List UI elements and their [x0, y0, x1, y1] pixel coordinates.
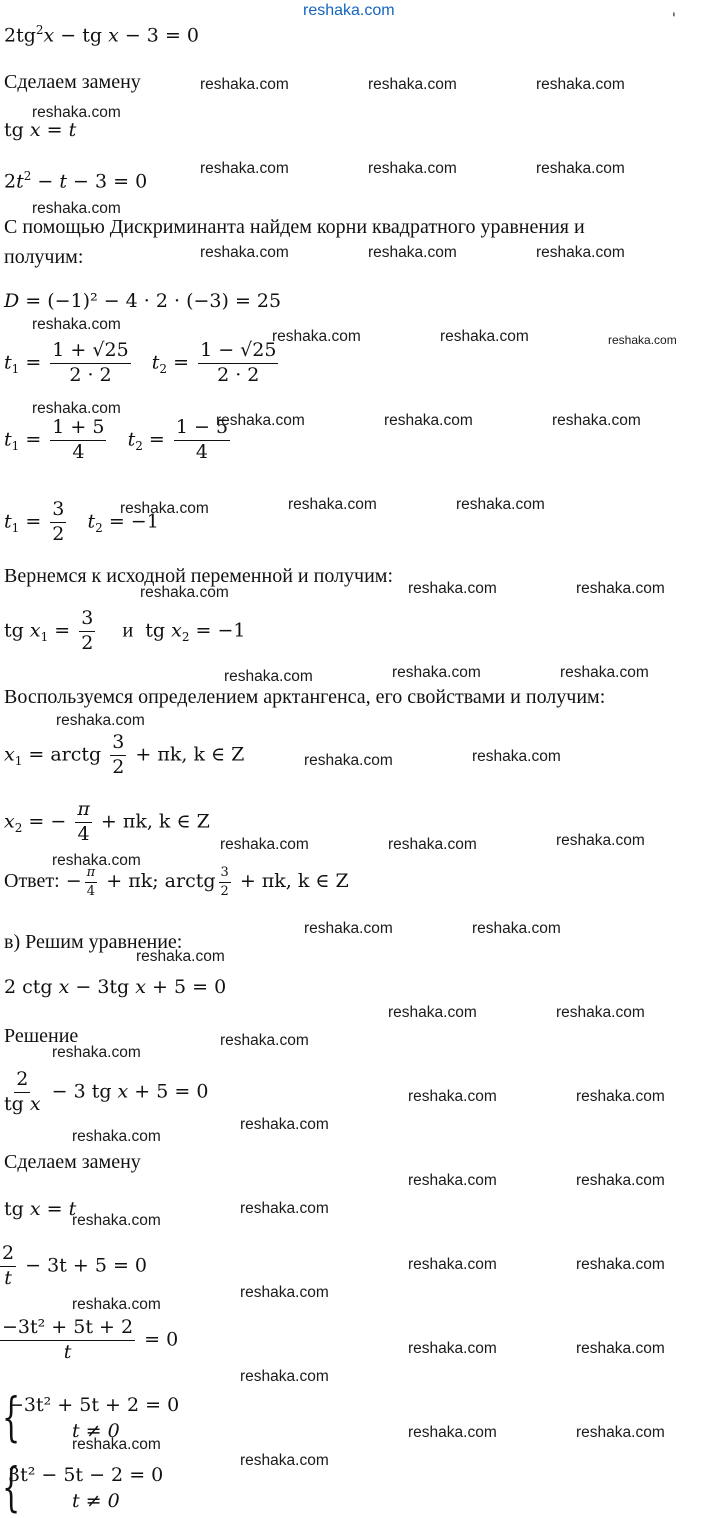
equation-original: $2tg^2x$ − tg x − 3 = 0 [4, 23, 199, 47]
watermark: reshaka.com [72, 1296, 161, 1313]
watermark: reshaka.com [240, 1200, 329, 1217]
watermark: reshaka.com [240, 1284, 329, 1301]
roots-simplified: $t_1$ = $\frac{1 + 5}{4}$ $t_2$ = $\frac{1 - 5}{4}$ [4, 416, 229, 463]
watermark: reshaka.com [388, 836, 477, 853]
x2-solution: $x_2$ = − $\frac{\pi}{4}$ + πk, k ∈ Z [4, 798, 210, 845]
watermark: reshaka.com [368, 244, 457, 261]
discriminant-text-1: С помощью Дискриминанта найдем корни квадратного уравнения и [4, 216, 585, 238]
answer-line: Ответ: − $\frac{\pi}{4}$ + πk; arctg $\frac{3}{2}$ + πk, k ∈ Z [4, 865, 349, 899]
watermark: reshaka.com [408, 580, 497, 597]
watermark: reshaka.com [576, 1172, 665, 1189]
watermark: reshaka.com [220, 1032, 309, 1049]
watermark: reshaka.com [216, 412, 305, 429]
rational-equation: $\frac{\text{−3t² + 5t + 2}}{t}$ = 0 [2, 1316, 179, 1363]
watermark: reshaka.com [472, 748, 561, 765]
return-text: Вернемся к исходной переменной и получим: [4, 565, 394, 587]
watermark: reshaka.com [472, 920, 561, 937]
watermark: reshaka.com [200, 76, 289, 93]
watermark: reshaka.com [200, 244, 289, 261]
solution-heading: Решение [4, 1025, 79, 1047]
watermark: reshaka.com [136, 948, 225, 965]
watermark: reshaka.com [552, 412, 641, 429]
fraction-equation: $\frac{2}{\text{tg x}}$ − 3 tg x + 5 = 0 [4, 1068, 209, 1115]
site-watermark-header: reshaka.com [303, 2, 395, 19]
watermark: reshaka.com [408, 1256, 497, 1273]
watermark: reshaka.com [392, 664, 481, 681]
watermark: reshaka.com [576, 1424, 665, 1441]
watermark: reshaka.com [576, 1256, 665, 1273]
watermark: reshaka.com [408, 1088, 497, 1105]
watermark: reshaka.com [576, 580, 665, 597]
x1-solution: $x_1$ = arctg $\frac{3}{2}$ + πk, k ∈ Z [4, 731, 245, 778]
watermark: reshaka.com [52, 852, 141, 869]
substitution-heading-2: Сделаем замену [4, 1151, 141, 1173]
watermark: reshaka.com [72, 1436, 161, 1453]
watermark: reshaka.com [368, 76, 457, 93]
watermark: reshaka.com [240, 1116, 329, 1133]
watermark: reshaka.com [220, 836, 309, 853]
watermark: reshaka.com [388, 1004, 477, 1021]
tg-values: tg $x_1$ = $\frac{3}{2}$ и tg $x_2 = -1$ [4, 607, 246, 654]
watermark: reshaka.com [224, 668, 313, 685]
watermark: reshaka.com [304, 752, 393, 769]
substitution-heading: Сделаем замену [4, 71, 141, 93]
watermark: reshaka.com [556, 832, 645, 849]
watermark: reshaka.com [384, 412, 473, 429]
arctan-text: Воспользуемся определением арктангенса, его свойствами и получим: [4, 686, 606, 708]
watermark: reshaka.com [536, 160, 625, 177]
equation-v: 2 ctg x − 3tg x + 5 = 0 [4, 976, 227, 998]
quadratic-equation: $2t^2 - t - 3 = 0$ [4, 169, 148, 193]
corner-mark: ' [672, 11, 676, 27]
watermark: reshaka.com [536, 76, 625, 93]
watermark: reshaka.com [288, 496, 377, 513]
watermark: reshaka.com [608, 333, 677, 347]
watermark: reshaka.com [240, 1452, 329, 1469]
watermark: reshaka.com [456, 496, 545, 513]
watermark: reshaka.com [32, 200, 121, 217]
discriminant-text-2: получим: [4, 246, 84, 268]
watermark: reshaka.com [368, 160, 457, 177]
watermark: reshaka.com [52, 1044, 141, 1061]
system-2: { 3t² − 5t − 2 = 0 t ≠ 0 [2, 1458, 164, 1518]
substitution-equation: tg x = t [4, 119, 77, 141]
watermark: reshaka.com [272, 328, 361, 345]
watermark: reshaka.com [56, 712, 145, 729]
part-v-heading: в) Решим уравнение: [4, 931, 183, 953]
watermark: reshaka.com [576, 1340, 665, 1357]
watermark: reshaka.com [32, 316, 121, 333]
watermark: reshaka.com [304, 920, 393, 937]
watermark: reshaka.com [72, 1212, 161, 1229]
watermark: reshaka.com [408, 1340, 497, 1357]
watermark: reshaka.com [408, 1172, 497, 1189]
watermark: reshaka.com [32, 104, 121, 121]
watermark: reshaka.com [200, 160, 289, 177]
watermark: reshaka.com [576, 1088, 665, 1105]
system-1: { −3t² + 5t + 2 = 0 t ≠ 0 [2, 1388, 180, 1448]
watermark: reshaka.com [120, 500, 209, 517]
watermark: reshaka.com [240, 1368, 329, 1385]
roots-values: $t_1$ = $\frac{3}{2}$ $t_2 = -1$ [4, 498, 159, 545]
watermark: reshaka.com [140, 584, 229, 601]
watermark: reshaka.com [32, 400, 121, 417]
t-fraction-equation: $\frac{2}{t}$ − 3t + 5 = 0 [2, 1242, 147, 1289]
watermark: reshaka.com [72, 1128, 161, 1145]
substitution-equation-2: tg x = t [4, 1198, 77, 1220]
roots-formula: $t_1$ = $\frac{1 + √25}{2 \cdot 2}$ $t_2$ = $\frac{1 - √25}{2 \cdot 2}$ [4, 339, 277, 386]
watermark: reshaka.com [536, 244, 625, 261]
discriminant-value: D = (−1)² − 4 · 2 · (−3) = 25 [4, 290, 282, 312]
watermark: reshaka.com [556, 1004, 645, 1021]
watermark: reshaka.com [440, 328, 529, 345]
watermark: reshaka.com [408, 1424, 497, 1441]
watermark: reshaka.com [560, 664, 649, 681]
